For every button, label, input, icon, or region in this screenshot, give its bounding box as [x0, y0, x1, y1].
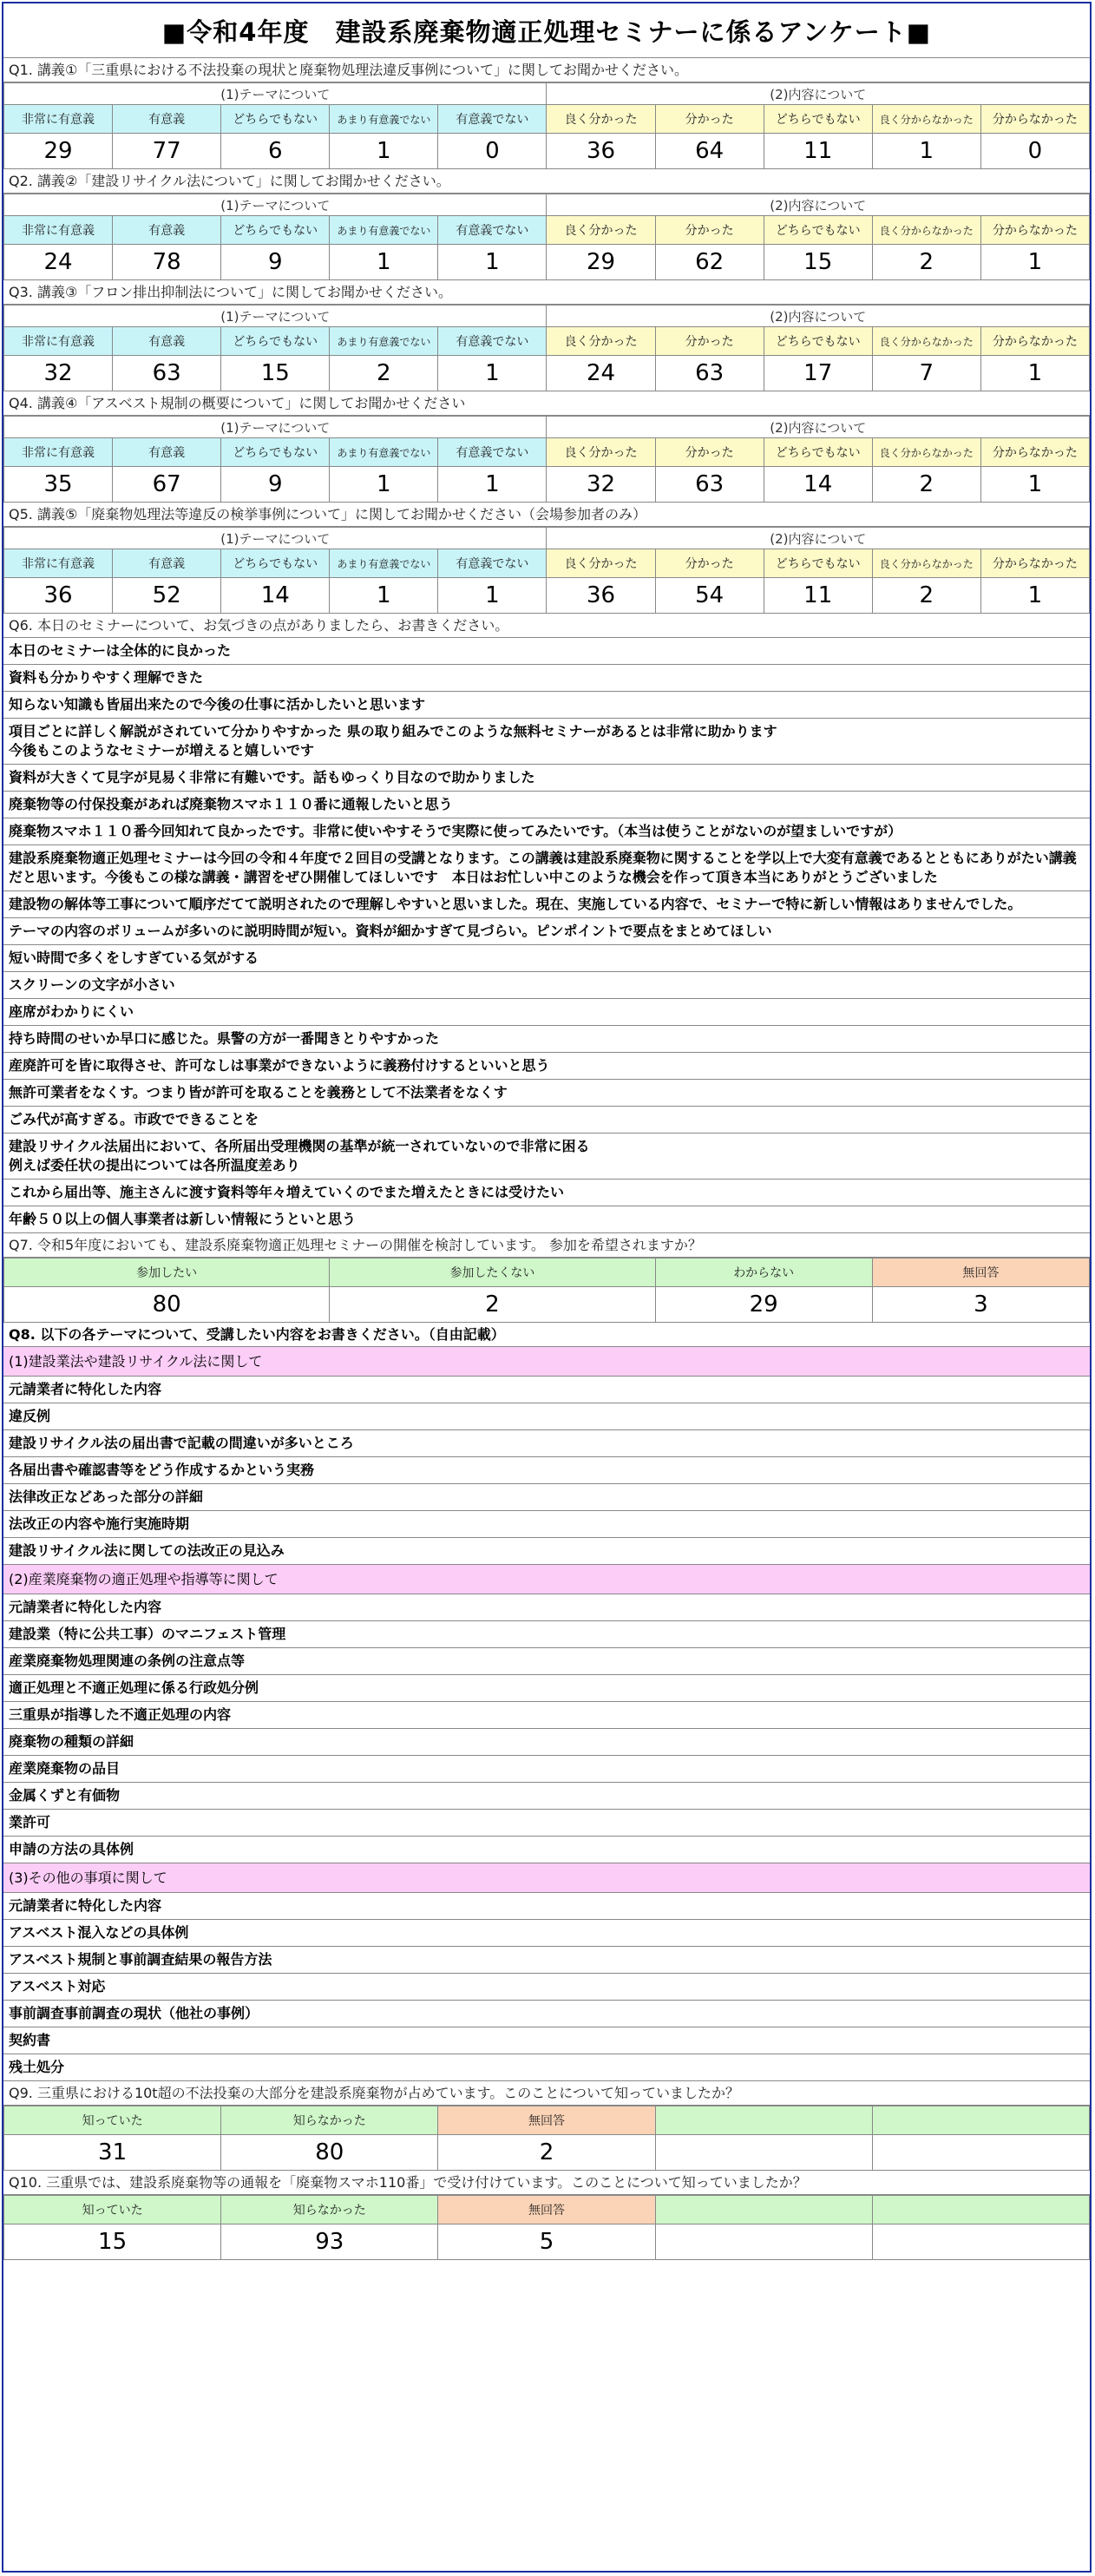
theme-group-header: (1)テーマについて [4, 306, 547, 327]
question-heading: Q4. 講義④「アスベスト規制の概要について」に関してお聞かせください [3, 391, 1090, 416]
theme-option-label: どちらでもない [221, 327, 330, 356]
lecture-table [3, 416, 1090, 503]
theme-option-label: 非常に有意義 [4, 105, 113, 134]
theme-option-label: どちらでもない [221, 105, 330, 134]
theme-count: 52 [113, 578, 221, 614]
content-option-label: 分からなかった [980, 327, 1089, 356]
content-option-label: 分かった [655, 438, 764, 467]
theme-option-label: 非常に有意義 [4, 216, 113, 245]
request-row: アスベスト規制と事前調査結果の報告方法 [3, 1947, 1090, 1974]
request-row: 業許可 [3, 1810, 1090, 1837]
section-header: (3)その他の事項に関して [3, 1863, 1090, 1893]
content-count: 36 [547, 578, 655, 614]
content-group-header: (2)内容について [547, 528, 1090, 549]
comment-row: 無許可業者をなくす。つまり皆が許可を取ることを義務として不法業者をなくす [3, 1080, 1090, 1107]
request-row: 建設リサイクル法の届出書で記載の間違いが多いところ [3, 1430, 1090, 1457]
content-option-label: 良く分からなかった [872, 216, 980, 245]
content-option-label: 良く分からなかった [872, 549, 980, 578]
content-count: 32 [547, 467, 655, 503]
content-count: 0 [980, 134, 1089, 169]
answer-label: 無回答 [438, 2196, 655, 2224]
content-count: 7 [872, 356, 980, 391]
theme-count: 0 [438, 134, 547, 169]
theme-count: 36 [4, 578, 113, 614]
question-heading: Q7. 令和5年度においても、建設系廃棄物適正処理セミナーの開催を検討しています。 参加を希望されますか？ [3, 1233, 1090, 1258]
comment-row: 資料も分かりやすく理解できた [3, 665, 1090, 692]
empty-cell [655, 2135, 872, 2171]
comment-row: 持ち時間のせいか早口に感じた。県警の方が一番聞きとりやすかった [3, 1026, 1090, 1053]
theme-option-label: あまり有意義でない [330, 216, 438, 245]
theme-count: 1 [330, 134, 438, 169]
answer-count: 3 [872, 1287, 1089, 1323]
content-count: 63 [655, 467, 764, 503]
comment-row: 本日のセミナーは全体的に良かった [3, 638, 1090, 665]
theme-option-label: 非常に有意義 [4, 549, 113, 578]
theme-count: 1 [438, 245, 547, 280]
content-option-label: 分からなかった [980, 438, 1089, 467]
theme-count: 9 [221, 467, 330, 503]
answer-count: 15 [4, 2224, 221, 2260]
theme-count: 78 [113, 245, 221, 280]
content-option-label: どちらでもない [764, 438, 872, 467]
empty-cell [655, 2196, 872, 2224]
content-count: 36 [547, 134, 655, 169]
theme-option-label: 非常に有意義 [4, 327, 113, 356]
comment-row: ごみ代が高すぎる。市政でできることを [3, 1107, 1090, 1134]
theme-group-header: (1)テーマについて [4, 83, 547, 105]
theme-option-label: 有意義でない [438, 549, 547, 578]
request-row: 適正処理と不適正処理に係る行政処分例 [3, 1675, 1090, 1702]
page-title: ■令和4年度 建設系廃棄物適正処理セミナーに係るアンケート■ [3, 3, 1090, 58]
theme-count: 1 [330, 245, 438, 280]
content-count: 11 [764, 134, 872, 169]
content-option-label: 分からなかった [980, 105, 1089, 134]
content-option-label: 分かった [655, 327, 764, 356]
theme-count: 1 [438, 467, 547, 503]
answer-count: 2 [438, 2135, 655, 2171]
question-heading: Q6. 本日のセミナーについて、お気づきの点がありましたら、お書きください。 [3, 614, 1090, 638]
content-count: 54 [655, 578, 764, 614]
empty-cell [655, 2224, 872, 2260]
theme-option-label: 有意義 [113, 327, 221, 356]
request-row: 法律改正などあった部分の詳細 [3, 1484, 1090, 1511]
question-heading: Q10. 三重県では、建設系廃棄物等の通報を「廃棄物スマホ110番」で受け付けています。このことについて知っていましたか？ [3, 2171, 1090, 2195]
content-option-label: 分かった [655, 549, 764, 578]
theme-option-label: あまり有意義でない [330, 438, 438, 467]
question-heading: Q5. 講義⑤「廃棄物処理法等違反の検挙事例について」に関してお聞かせください（会場参加者のみ） [3, 503, 1090, 527]
request-row: 金属くずと有価物 [3, 1783, 1090, 1810]
comment-row: 項目ごとに詳しく解説がされていて分かりやすかった 県の取り組みでこのような無料セミナーがあるとは非常に助かります 今後もこのようなセミナーが増えると嬉しいです [3, 719, 1090, 765]
content-option-label: 良く分かった [547, 216, 655, 245]
theme-group-header: (1)テーマについて [4, 528, 547, 549]
theme-count: 2 [330, 356, 438, 391]
content-option-label: 分かった [655, 216, 764, 245]
comment-row: 廃棄物スマホ１１０番今回知れて良かったです。非常に使いやすそうで実際に使ってみたいです。（本当は使うことがないのが望ましいですが） [3, 818, 1090, 845]
content-count: 2 [872, 578, 980, 614]
theme-option-label: 有意義でない [438, 105, 547, 134]
request-row: 元請業者に特化した内容 [3, 1594, 1090, 1621]
theme-count: 35 [4, 467, 113, 503]
comment-row: これから届出等、施主さんに渡す資料等年々増えていくのでまた増えたときには受けたい [3, 1180, 1090, 1206]
comment-row: 建設物の解体等工事について順序だてて説明されたので理解しやすいと思いました。現在、実施している内容で、セミナーで特に新しい情報はありませんでした。 [3, 891, 1090, 918]
q9-table [3, 2106, 1090, 2171]
content-option-label: 良く分からなかった [872, 105, 980, 134]
content-count: 1 [980, 356, 1089, 391]
question-heading: Q8. 以下の各テーマについて、受講したい内容をお書きください。（自由記載） [3, 1323, 1090, 1347]
request-row: 建設業（特に公共工事）のマニフェスト管理 [3, 1621, 1090, 1648]
request-row: 違反例 [3, 1403, 1090, 1430]
theme-option-label: 有意義 [113, 216, 221, 245]
answer-count: 93 [221, 2224, 438, 2260]
content-group-header: (2)内容について [547, 194, 1090, 216]
content-option-label: どちらでもない [764, 327, 872, 356]
answer-count: 80 [221, 2135, 438, 2171]
question-heading: Q3. 講義③「フロン排出抑制法について」に関してお聞かせください。 [3, 280, 1090, 305]
content-option-label: 良く分からなかった [872, 327, 980, 356]
content-option-label: 良く分かった [547, 438, 655, 467]
comment-row: テーマの内容のボリュームが多いのに説明時間が短い。資料が細かすぎて見づらい。ピンポイントで要点をまとめてほしい [3, 918, 1090, 945]
section-header: (1)建設業法や建設リサイクル法に関して [3, 1347, 1090, 1377]
answer-label: 参加したい [4, 1258, 330, 1287]
theme-option-label: あまり有意義でない [330, 327, 438, 356]
answer-label: わからない [655, 1258, 872, 1287]
request-row: 残土処分 [3, 2054, 1090, 2081]
request-row: 産業廃棄物の品目 [3, 1756, 1090, 1783]
answer-label: 知らなかった [221, 2106, 438, 2135]
theme-option-label: あまり有意義でない [330, 549, 438, 578]
empty-cell [872, 2135, 1089, 2171]
content-option-label: 分かった [655, 105, 764, 134]
theme-count: 29 [4, 134, 113, 169]
theme-option-label: 有意義 [113, 549, 221, 578]
content-option-label: どちらでもない [764, 549, 872, 578]
theme-count: 1 [438, 578, 547, 614]
content-option-label: 良く分かった [547, 327, 655, 356]
request-row: 元請業者に特化した内容 [3, 1893, 1090, 1920]
content-count: 1 [872, 134, 980, 169]
content-count: 29 [547, 245, 655, 280]
theme-count: 15 [221, 356, 330, 391]
empty-cell [655, 2106, 872, 2135]
content-option-label: 良く分かった [547, 105, 655, 134]
theme-count: 1 [330, 578, 438, 614]
empty-cell [872, 2196, 1089, 2224]
comment-row: 座席がわかりにくい [3, 999, 1090, 1026]
theme-count: 63 [113, 356, 221, 391]
question-heading: Q2. 講義②「建設リサイクル法について」に関してお聞かせください。 [3, 169, 1090, 194]
theme-option-label: 有意義 [113, 105, 221, 134]
content-count: 24 [547, 356, 655, 391]
comment-row: スクリーンの文字が小さい [3, 972, 1090, 999]
theme-option-label: 非常に有意義 [4, 438, 113, 467]
request-row: 産業廃棄物処理関連の条例の注意点等 [3, 1648, 1090, 1675]
answer-count: 31 [4, 2135, 221, 2171]
answer-count: 5 [438, 2224, 655, 2260]
content-count: 15 [764, 245, 872, 280]
request-row: 各届出書や確認書等をどう作成するかという実務 [3, 1457, 1090, 1484]
request-row: 廃棄物の種類の詳細 [3, 1729, 1090, 1756]
content-count: 2 [872, 467, 980, 503]
content-option-label: 良く分からなかった [872, 438, 980, 467]
content-count: 17 [764, 356, 872, 391]
theme-count: 32 [4, 356, 113, 391]
content-count: 11 [764, 578, 872, 614]
content-count: 63 [655, 356, 764, 391]
comment-row: 産廃許可を皆に取得させ、許可なしは事業ができないように義務付けするといいと思う [3, 1053, 1090, 1080]
answer-label: 知っていた [4, 2106, 221, 2135]
content-option-label: どちらでもない [764, 216, 872, 245]
theme-group-header: (1)テーマについて [4, 417, 547, 438]
content-count: 1 [980, 467, 1089, 503]
answer-label: 無回答 [438, 2106, 655, 2135]
request-row: 申請の方法の具体例 [3, 1837, 1090, 1863]
comment-row: 知らない知識も皆届出来たので今後の仕事に活かしたいと思います [3, 692, 1090, 719]
theme-option-label: 有意義でない [438, 327, 547, 356]
content-count: 2 [872, 245, 980, 280]
question-heading: Q9. 三重県における10t超の不法投棄の大部分を建設系廃棄物が占めています。このことについて知っていましたか？ [3, 2081, 1090, 2106]
empty-cell [872, 2106, 1089, 2135]
theme-count: 67 [113, 467, 221, 503]
question-heading: Q1. 講義①「三重県における不法投棄の現状と廃棄物処理法違反事例について」に関してお聞かせください。 [3, 58, 1090, 82]
theme-option-label: どちらでもない [221, 438, 330, 467]
answer-count: 80 [4, 1287, 330, 1323]
request-row: アスベスト混入などの具体例 [3, 1920, 1090, 1947]
survey-page [2, 2, 1092, 2573]
request-row: アスベスト対応 [3, 1974, 1090, 2001]
content-option-label: 分からなかった [980, 216, 1089, 245]
theme-count: 9 [221, 245, 330, 280]
lecture-table [3, 82, 1090, 169]
theme-option-label: どちらでもない [221, 216, 330, 245]
theme-option-label: 有意義 [113, 438, 221, 467]
survey-content [3, 58, 1090, 2260]
request-row: 事前調査事前調査の現状（他社の事例） [3, 2001, 1090, 2027]
q7-table [3, 1258, 1090, 1323]
content-count: 62 [655, 245, 764, 280]
theme-group-header: (1)テーマについて [4, 194, 547, 216]
comment-row: 資料が大きくて見字が見易く非常に有難いです。話もゆっくり目なので助かりました [3, 765, 1090, 792]
theme-count: 1 [438, 356, 547, 391]
answer-label: 無回答 [872, 1258, 1089, 1287]
content-option-label: どちらでもない [764, 105, 872, 134]
lecture-table [3, 194, 1090, 280]
comment-row: 建設系廃棄物適正処理セミナーは今回の令和４年度で２回目の受講となります。この講義は建設系廃棄物に関することを学以上で大変有意義であるとともにありがたい講義だと思います。今後もこの様な講義・講習をぜひ開催してほしいです 本日はお忙しい中このような機会を作って頂き本当にありがとうございました [3, 845, 1090, 891]
q10-table [3, 2195, 1090, 2260]
answer-count: 2 [330, 1287, 655, 1323]
lecture-table [3, 305, 1090, 391]
comment-row: 廃棄物等の付保投棄があれば廃棄物スマホ１１０番に通報したいと思う [3, 792, 1090, 818]
content-count: 64 [655, 134, 764, 169]
content-group-header: (2)内容について [547, 306, 1090, 327]
content-count: 1 [980, 578, 1089, 614]
request-row: 建設リサイクル法に関しての法改正の見込み [3, 1538, 1090, 1565]
theme-count: 14 [221, 578, 330, 614]
content-group-header: (2)内容について [547, 83, 1090, 105]
content-option-label: 分からなかった [980, 549, 1089, 578]
theme-option-label: 有意義でない [438, 216, 547, 245]
answer-label: 知らなかった [221, 2196, 438, 2224]
content-group-header: (2)内容について [547, 417, 1090, 438]
theme-count: 77 [113, 134, 221, 169]
empty-cell [872, 2224, 1089, 2260]
content-count: 14 [764, 467, 872, 503]
theme-count: 6 [221, 134, 330, 169]
theme-count: 1 [330, 467, 438, 503]
answer-count: 29 [655, 1287, 872, 1323]
lecture-table [3, 527, 1090, 614]
answer-label: 知っていた [4, 2196, 221, 2224]
answer-label: 参加したくない [330, 1258, 655, 1287]
comment-row: 建設リサイクル法届出において、各所届出受理機関の基準が統一されていないので非常に困る 例えば委任状の提出については各所温度差あり [3, 1134, 1090, 1180]
request-row: 三重県が指導した不適正処理の内容 [3, 1702, 1090, 1729]
comment-row: 短い時間で多くをしすぎている気がする [3, 945, 1090, 972]
theme-count: 24 [4, 245, 113, 280]
content-option-label: 良く分かった [547, 549, 655, 578]
theme-option-label: あまり有意義でない [330, 105, 438, 134]
theme-option-label: どちらでもない [221, 549, 330, 578]
content-count: 1 [980, 245, 1089, 280]
comment-row: 年齢５０以上の個人事業者は新しい情報にうといと思う [3, 1206, 1090, 1233]
request-row: 契約書 [3, 2027, 1090, 2054]
request-row: 元請業者に特化した内容 [3, 1377, 1090, 1403]
request-row: 法改正の内容や施行実施時期 [3, 1511, 1090, 1538]
theme-option-label: 有意義でない [438, 438, 547, 467]
section-header: (2)産業廃棄物の適正処理や指導等に関して [3, 1565, 1090, 1594]
